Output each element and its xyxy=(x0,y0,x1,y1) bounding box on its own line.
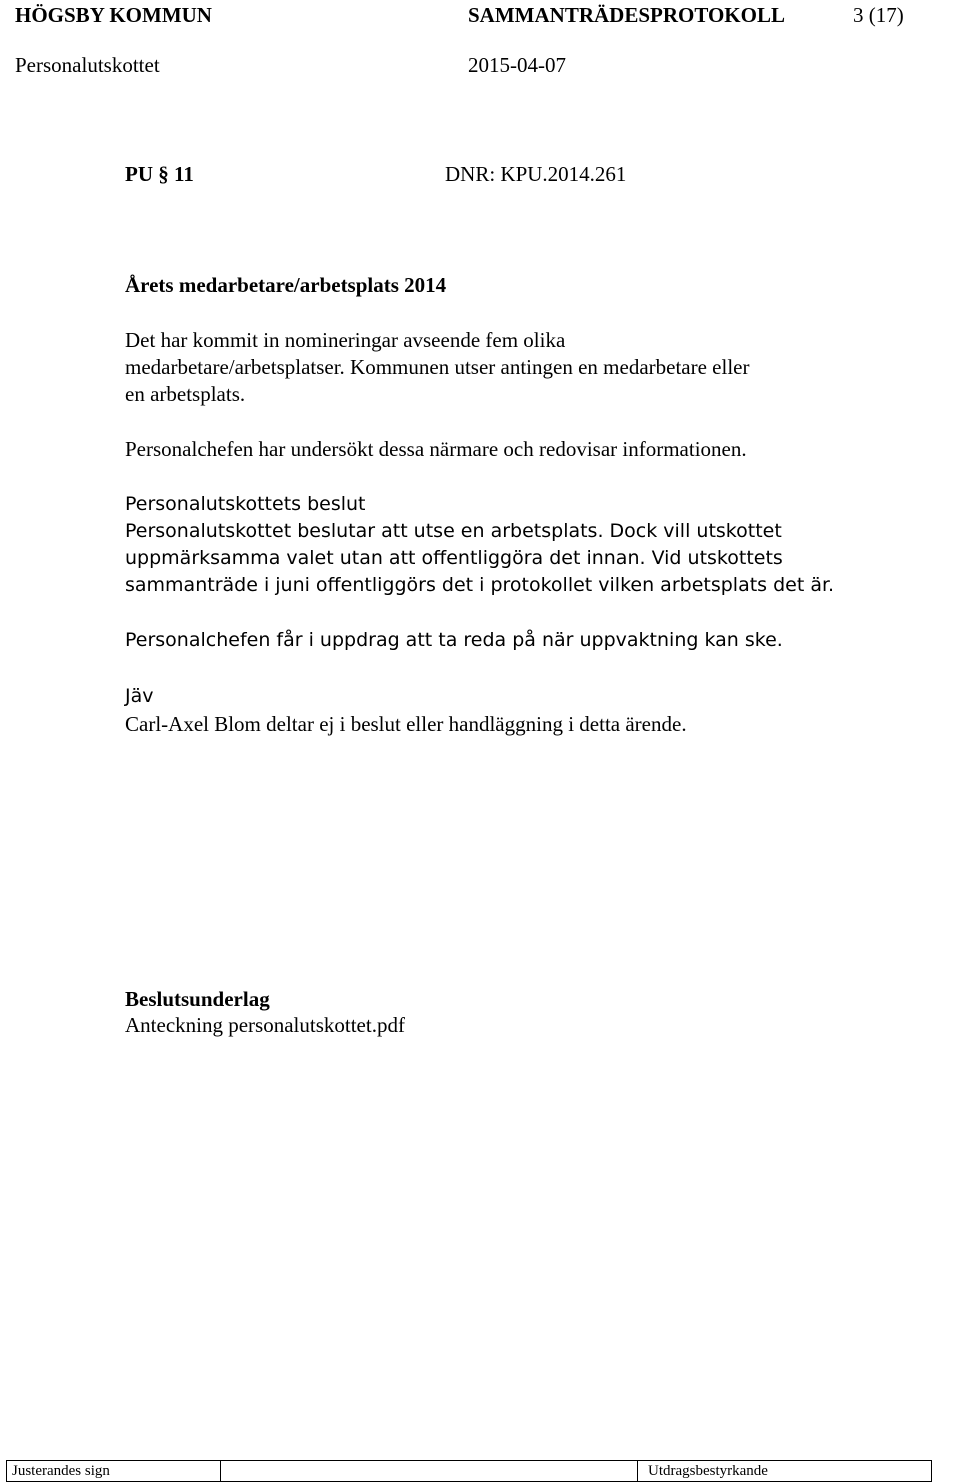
basis-attachment: Anteckning personalutskottet.pdf xyxy=(125,1013,405,1037)
decision-line-2: uppmärksamma valet utan att offentliggöra det innan. Vid utskottets xyxy=(125,547,783,569)
decision-heading: Personalutskottets beslut xyxy=(125,493,366,515)
info-line: Personalchefen har undersökt dessa närmare och redovisar informationen. xyxy=(125,437,747,461)
jav-text: Carl-Axel Blom deltar ej i beslut eller handläggning i detta ärende. xyxy=(125,712,687,736)
decision-line-3: sammanträde i juni offentliggörs det i protokollet vilken arbetsplats det är. xyxy=(125,574,835,596)
intro-line-1: Det har kommit in nomineringar avseende fem olika xyxy=(125,328,566,352)
assignment-line: Personalchefen får i uppdrag att ta reda på när uppvaktning kan ske. xyxy=(125,629,783,651)
section-title: Årets medarbetare/arbetsplats 2014 xyxy=(125,273,447,297)
footer-extract-label: Utdragsbestyrkande xyxy=(648,1463,768,1479)
page-number: 3 (17) xyxy=(853,3,904,27)
municipality-name: HÖGSBY KOMMUN xyxy=(15,3,212,27)
document-type: SAMMANTRÄDESPROTOKOLL xyxy=(468,3,785,27)
meeting-date: 2015-04-07 xyxy=(468,53,566,77)
case-dnr: DNR: KPU.2014.261 xyxy=(445,162,627,186)
basis-heading: Beslutsunderlag xyxy=(125,987,270,1011)
intro-line-3: en arbetsplats. xyxy=(125,382,246,406)
committee-name: Personalutskottet xyxy=(15,53,160,77)
footer-box xyxy=(6,1460,932,1482)
footer-sign-label: Justerandes sign xyxy=(12,1463,110,1479)
footer-divider-2 xyxy=(637,1460,638,1482)
decision-line-1: Personalutskottet beslutar att utse en arbetsplats. Dock vill utskottet xyxy=(125,520,782,542)
paragraph-number: PU § 11 xyxy=(125,162,194,186)
jav-heading: Jäv xyxy=(125,685,154,707)
intro-line-2: medarbetare/arbetsplatser. Kommunen utser antingen en medarbetare eller xyxy=(125,355,750,379)
footer-divider-1 xyxy=(220,1460,221,1482)
